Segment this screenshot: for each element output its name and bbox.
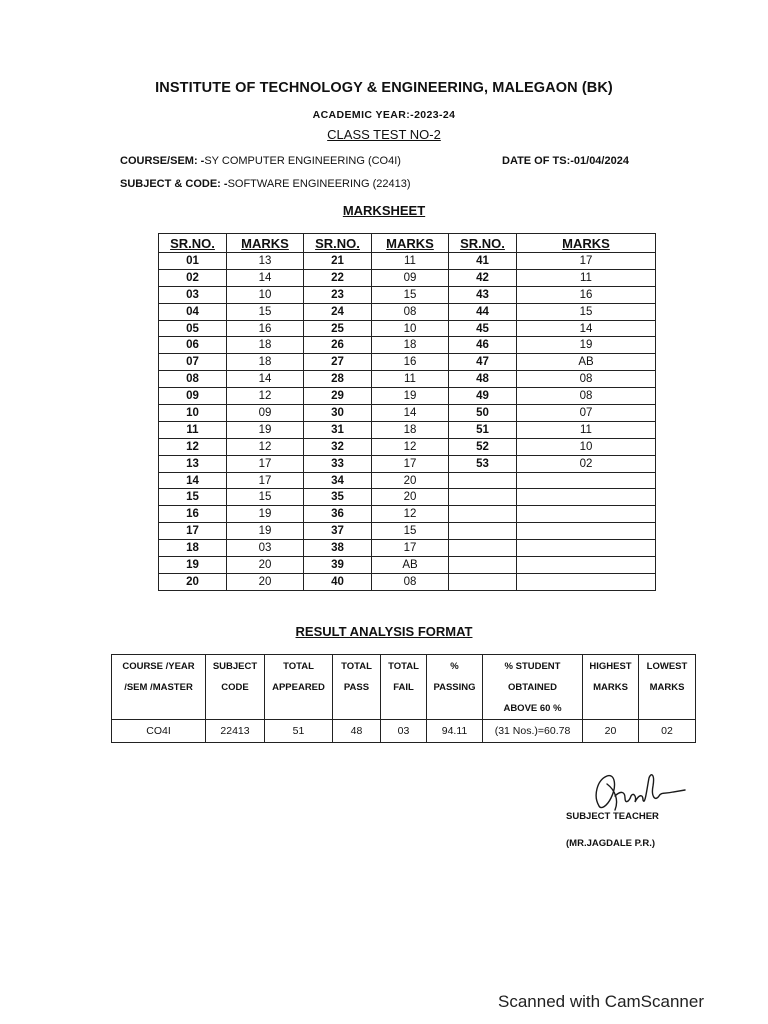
srno-cell: 19	[159, 557, 227, 574]
marks-cell: 14	[227, 269, 304, 286]
marks-cell: 17	[517, 253, 656, 270]
marks-cell: 14	[372, 405, 449, 422]
marksheet-row	[159, 489, 656, 506]
srno-cell: 37	[304, 523, 372, 540]
srno-cell: 35	[304, 489, 372, 506]
marksheet-header-row	[159, 234, 656, 253]
marks-cell	[517, 472, 656, 489]
class-test-title: CLASS TEST NO-2	[327, 127, 441, 142]
srno-cell	[449, 506, 517, 523]
srno-cell: 51	[449, 421, 517, 438]
marks-cell: AB	[372, 557, 449, 574]
header-srno-2: SR.NO.	[304, 234, 372, 253]
marks-cell: 10	[227, 286, 304, 303]
marks-cell: 12	[227, 438, 304, 455]
analysis-header-line: APPEARED	[272, 682, 325, 693]
header-marks-3: MARKS	[517, 234, 656, 253]
analysis-header-line: PASSING	[433, 682, 476, 693]
srno-cell: 01	[159, 253, 227, 270]
srno-cell: 44	[449, 303, 517, 320]
marks-cell: 19	[372, 388, 449, 405]
analysis-header-row	[112, 655, 696, 720]
result-analysis-table	[111, 654, 696, 743]
srno-cell: 52	[449, 438, 517, 455]
marks-cell: 12	[227, 388, 304, 405]
marksheet-row	[159, 286, 656, 303]
analysis-header-cell	[483, 655, 583, 720]
marksheet-row	[159, 557, 656, 574]
marksheet-row	[159, 337, 656, 354]
marks-cell: 15	[372, 523, 449, 540]
analysis-value-cell: 51	[265, 720, 333, 743]
marks-cell: 15	[227, 303, 304, 320]
srno-cell: 02	[159, 269, 227, 286]
analysis-header-line: LOWEST	[646, 661, 688, 672]
marks-cell: 08	[372, 303, 449, 320]
srno-cell: 17	[159, 523, 227, 540]
subject-value: SOFTWARE ENGINEERING (22413)	[227, 178, 411, 190]
srno-cell: 20	[159, 573, 227, 590]
analysis-header-line: TOTAL	[341, 661, 372, 672]
subject-teacher-name: (MR.JAGDALE P.R.)	[566, 838, 656, 849]
srno-cell: 14	[159, 472, 227, 489]
analysis-header-cell	[583, 655, 639, 720]
marks-cell: 18	[227, 354, 304, 371]
marksheet-row	[159, 388, 656, 405]
marks-cell: 11	[517, 421, 656, 438]
analysis-header-cell	[206, 655, 265, 720]
srno-cell: 53	[449, 455, 517, 472]
marksheet-row	[159, 303, 656, 320]
marks-cell: 11	[372, 253, 449, 270]
marks-cell: 14	[227, 371, 304, 388]
analysis-header-cell	[112, 655, 206, 720]
srno-cell: 03	[159, 286, 227, 303]
analysis-header-line: PASS	[343, 682, 370, 693]
marksheet-row	[159, 421, 656, 438]
marks-cell: 12	[372, 438, 449, 455]
srno-cell: 48	[449, 371, 517, 388]
marksheet-body	[159, 253, 656, 591]
marks-cell: 15	[227, 489, 304, 506]
srno-cell	[449, 540, 517, 557]
analysis-header-line: SUBJECT	[212, 661, 258, 672]
srno-cell: 05	[159, 320, 227, 337]
analysis-header-line: MARKS	[593, 682, 628, 693]
marksheet-table	[158, 233, 656, 591]
srno-cell: 21	[304, 253, 372, 270]
analysis-header-line: HIGHEST	[589, 661, 632, 672]
marks-cell	[517, 523, 656, 540]
analysis-header-cell	[639, 655, 696, 720]
camscanner-watermark: Scanned with CamScanner	[498, 992, 705, 1011]
marks-cell	[517, 489, 656, 506]
srno-cell: 30	[304, 405, 372, 422]
test-date: DATE OF TS:-01/04/2024	[502, 155, 629, 167]
marks-cell: 17	[372, 455, 449, 472]
srno-cell: 50	[449, 405, 517, 422]
srno-cell: 34	[304, 472, 372, 489]
marks-cell: 19	[227, 523, 304, 540]
marksheet-row	[159, 269, 656, 286]
marks-cell: 15	[517, 303, 656, 320]
result-analysis-title: RESULT ANALYSIS FORMAT	[295, 624, 473, 639]
marks-cell: 16	[372, 354, 449, 371]
marks-cell: 11	[517, 269, 656, 286]
analysis-value-cell: 02	[639, 720, 696, 743]
srno-cell: 13	[159, 455, 227, 472]
marksheet-row	[159, 253, 656, 270]
srno-cell	[449, 557, 517, 574]
srno-cell: 38	[304, 540, 372, 557]
analysis-value-cell: 03	[381, 720, 427, 743]
srno-cell	[449, 573, 517, 590]
analysis-value-cell: 22413	[206, 720, 265, 743]
marksheet-row	[159, 371, 656, 388]
course-label: COURSE/SEM: -	[120, 155, 205, 167]
srno-cell: 28	[304, 371, 372, 388]
marks-cell: 20	[372, 489, 449, 506]
srno-cell: 18	[159, 540, 227, 557]
srno-cell: 47	[449, 354, 517, 371]
srno-cell: 08	[159, 371, 227, 388]
srno-cell: 42	[449, 269, 517, 286]
analysis-header-line: CODE	[221, 682, 249, 693]
marks-cell	[517, 506, 656, 523]
srno-cell: 45	[449, 320, 517, 337]
marks-cell: 20	[227, 573, 304, 590]
marks-cell: 08	[517, 388, 656, 405]
marks-cell: 09	[227, 405, 304, 422]
analysis-value-cell: CO4I	[112, 720, 206, 743]
srno-cell: 41	[449, 253, 517, 270]
srno-cell	[449, 489, 517, 506]
marks-cell: 10	[372, 320, 449, 337]
srno-cell: 11	[159, 421, 227, 438]
srno-cell: 22	[304, 269, 372, 286]
marks-cell: 18	[372, 421, 449, 438]
marksheet-row	[159, 438, 656, 455]
srno-cell: 24	[304, 303, 372, 320]
analysis-header-line: COURSE /YEAR	[122, 661, 195, 672]
header-marks-1: MARKS	[227, 234, 304, 253]
srno-cell: 39	[304, 557, 372, 574]
header-srno-3: SR.NO.	[449, 234, 517, 253]
srno-cell: 26	[304, 337, 372, 354]
analysis-value-cell: (31 Nos.)=60.78	[483, 720, 583, 743]
analysis-header-cell	[265, 655, 333, 720]
srno-cell: 06	[159, 337, 227, 354]
srno-cell: 23	[304, 286, 372, 303]
marks-cell	[517, 540, 656, 557]
marksheet-row	[159, 506, 656, 523]
marks-cell: 14	[517, 320, 656, 337]
marks-cell: 19	[227, 506, 304, 523]
analysis-header-line: MARKS	[649, 682, 685, 693]
srno-cell: 43	[449, 286, 517, 303]
srno-cell	[449, 472, 517, 489]
analysis-value-row	[112, 720, 696, 743]
marks-cell: 07	[517, 405, 656, 422]
marks-cell: AB	[517, 354, 656, 371]
marksheet-row	[159, 472, 656, 489]
srno-cell: 25	[304, 320, 372, 337]
marks-cell: 20	[372, 472, 449, 489]
marks-cell: 15	[372, 286, 449, 303]
marks-cell: 08	[372, 573, 449, 590]
marks-cell: 18	[372, 337, 449, 354]
srno-cell: 29	[304, 388, 372, 405]
srno-cell: 40	[304, 573, 372, 590]
academic-year: ACADEMIC YEAR:-2023-24	[312, 109, 456, 121]
marks-cell: 16	[227, 320, 304, 337]
srno-cell: 09	[159, 388, 227, 405]
marks-cell: 11	[372, 371, 449, 388]
srno-cell: 04	[159, 303, 227, 320]
marks-cell: 16	[517, 286, 656, 303]
marksheet-row	[159, 573, 656, 590]
analysis-header-cell	[427, 655, 483, 720]
marks-cell: 03	[227, 540, 304, 557]
marks-cell: 17	[372, 540, 449, 557]
header-srno-1: SR.NO.	[159, 234, 227, 253]
analysis-value-cell: 20	[583, 720, 639, 743]
institute-name: INSTITUTE OF TECHNOLOGY & ENGINEERING, MALEGAON (BK)	[155, 80, 613, 96]
marks-cell	[517, 557, 656, 574]
marksheet-row	[159, 320, 656, 337]
marksheet-row	[159, 455, 656, 472]
subject-line	[120, 178, 411, 190]
srno-cell: 31	[304, 421, 372, 438]
srno-cell: 27	[304, 354, 372, 371]
marks-cell: 17	[227, 455, 304, 472]
analysis-header-line: OBTAINED	[508, 682, 557, 693]
analysis-header-line: FAIL	[393, 682, 414, 693]
marks-cell	[517, 573, 656, 590]
srno-cell: 16	[159, 506, 227, 523]
analysis-header-cell	[333, 655, 381, 720]
srno-cell: 32	[304, 438, 372, 455]
marks-cell: 19	[517, 337, 656, 354]
analysis-header-line: TOTAL	[283, 661, 314, 672]
marks-cell: 19	[227, 421, 304, 438]
subject-label: SUBJECT & CODE: -	[120, 178, 228, 190]
srno-cell: 07	[159, 354, 227, 371]
marks-cell: 17	[227, 472, 304, 489]
srno-cell: 36	[304, 506, 372, 523]
marksheet-row	[159, 523, 656, 540]
marks-cell: 18	[227, 337, 304, 354]
analysis-value-cell: 48	[333, 720, 381, 743]
header-marks-2: MARKS	[372, 234, 449, 253]
marks-cell: 13	[227, 253, 304, 270]
analysis-header-line: %	[450, 661, 459, 672]
marks-cell: 10	[517, 438, 656, 455]
marks-cell: 20	[227, 557, 304, 574]
marksheet-row	[159, 405, 656, 422]
analysis-header-line: TOTAL	[388, 661, 419, 672]
marks-cell: 09	[372, 269, 449, 286]
course-line	[120, 155, 401, 167]
srno-cell: 33	[304, 455, 372, 472]
course-value: SY COMPUTER ENGINEERING (CO4I)	[204, 155, 401, 167]
marks-cell: 12	[372, 506, 449, 523]
analysis-header-line: ABOVE 60 %	[503, 703, 562, 714]
analysis-header-cell	[381, 655, 427, 720]
marks-cell: 08	[517, 371, 656, 388]
analysis-header-line: % STUDENT	[504, 661, 561, 672]
srno-cell: 49	[449, 388, 517, 405]
srno-cell: 46	[449, 337, 517, 354]
analysis-value-cell: 94.11	[427, 720, 483, 743]
marksheet-row	[159, 354, 656, 371]
marks-cell: 02	[517, 455, 656, 472]
srno-cell	[449, 523, 517, 540]
srno-cell: 15	[159, 489, 227, 506]
subject-teacher-label: SUBJECT TEACHER	[566, 811, 659, 822]
marksheet-title: MARKSHEET	[342, 203, 426, 218]
marksheet-row	[159, 540, 656, 557]
srno-cell: 10	[159, 405, 227, 422]
srno-cell: 12	[159, 438, 227, 455]
analysis-header-line: /SEM /MASTER	[124, 682, 193, 693]
